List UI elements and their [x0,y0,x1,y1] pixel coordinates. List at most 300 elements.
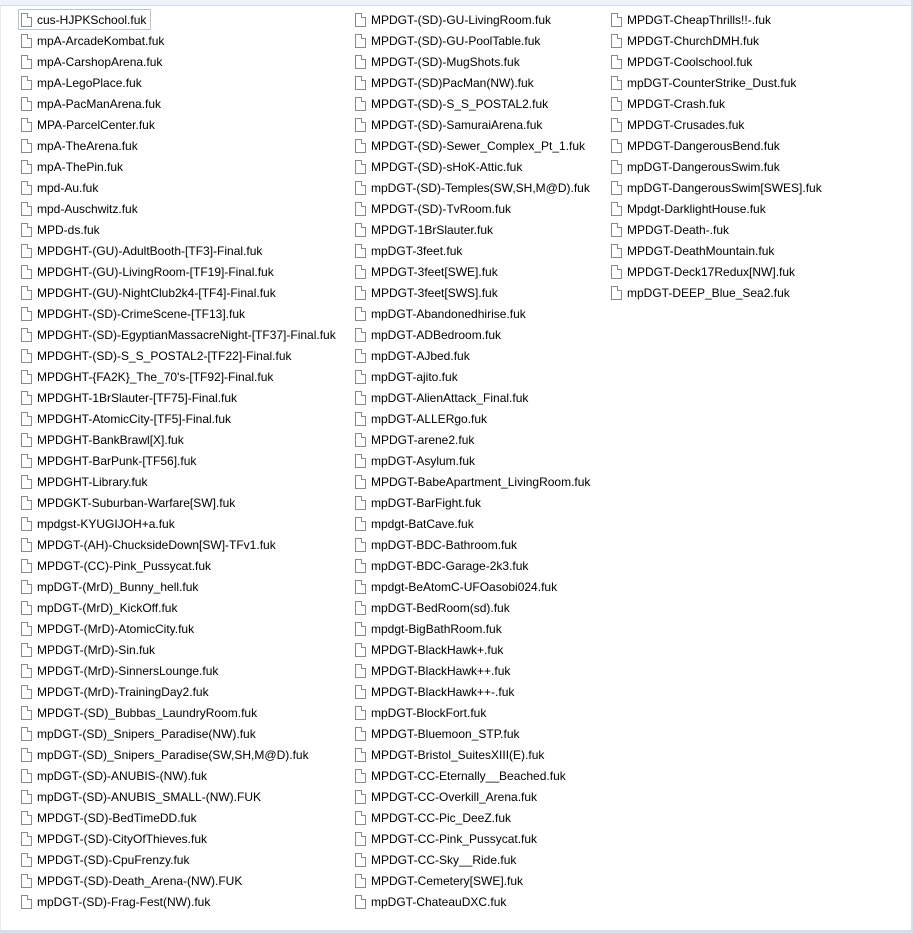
file-icon [355,769,366,783]
file-item[interactable] [352,513,595,534]
file-item[interactable] [352,30,595,51]
file-item[interactable] [352,786,595,807]
file-icon [21,181,32,195]
file-item[interactable] [608,93,827,114]
file-icon [21,685,32,699]
file-icon [21,601,32,615]
file-name: mpDGT-(SD)-ANUBIS_SMALL-(NW).FUK [37,789,262,804]
file-name: MPDGT-(SD)-sHoK-Attic.fuk [371,159,523,174]
file-icon [611,244,622,258]
file-icon [355,454,366,468]
file-item[interactable] [352,240,595,261]
file-name: MPDGT-Deck17Redux[NW].fuk [627,264,796,279]
file-name: MPDGT-arene2.fuk [371,432,475,447]
file-item[interactable] [352,891,595,912]
file-icon [355,181,366,195]
file-item[interactable] [352,303,595,324]
file-item[interactable] [608,114,827,135]
file-name: mpdgt-BeAtomC-UFOasobi024.fuk [371,579,558,594]
file-name: MPDGT-(SD)-SamuraiArena.fuk [371,117,543,132]
file-icon [21,538,32,552]
file-icon [21,517,32,531]
file-icon [355,895,366,909]
file-name: MPDGT-(SD)-GU-PoolTable.fuk [371,33,541,48]
file-name: mpDGT-ALLERgo.fuk [371,411,488,426]
file-item[interactable] [608,219,827,240]
file-name: mpDGT-ChateauDXC.fuk [371,894,507,909]
file-item[interactable] [352,744,595,765]
file-name: MPDGT-(SD)-Sewer_Complex_Pt_1.fuk [371,138,586,153]
file-icon [355,496,366,510]
file-name: mpDGT-(MrD)_Bunny_hell.fuk [37,579,199,594]
file-item[interactable] [352,450,595,471]
file-item[interactable] [352,345,595,366]
file-name: mpDGT-CounterStrike_Dust.fuk [627,75,797,90]
file-name: mpDGT-AlienAttack_Final.fuk [371,390,529,405]
file-item[interactable] [352,870,595,891]
file-name: mpdgst-KYUGIJOH+a.fuk [37,516,175,531]
file-column-1 [18,9,341,912]
file-icon [355,517,366,531]
file-item[interactable] [18,765,341,786]
file-item[interactable] [18,282,341,303]
file-icon [611,202,622,216]
file-icon [611,13,622,27]
file-name: MPDGHT-(SD)-EgyptianMassacreNight-[TF37]-Final.fuk [37,327,336,342]
file-name: mpDGT-DangerousSwim[SWES].fuk [627,180,822,195]
file-name: MPDGT-CC-Eternally__Beached.fuk [371,768,566,783]
file-icon [355,202,366,216]
file-item[interactable] [18,114,341,135]
file-icon [21,559,32,573]
file-name: MPDGT-(SD)-CpuFrenzy.fuk [37,852,190,867]
file-name: MPDGHT-(GU)-AdultBooth-[TF3]-Final.fuk [37,243,263,258]
file-icon [355,13,366,27]
file-item[interactable] [352,9,595,30]
file-icon [355,748,366,762]
file-item[interactable] [18,156,341,177]
file-item[interactable] [18,513,341,534]
file-item[interactable] [352,72,595,93]
file-item[interactable] [352,324,595,345]
file-name: MPDGT-BlackHawk++.fuk [371,663,511,678]
file-name: mpdgt-BatCave.fuk [371,516,474,531]
file-icon [21,874,32,888]
file-name: MPDGHT-1BrSlauter-[TF75]-Final.fuk [37,390,238,405]
file-item[interactable] [352,681,595,702]
file-icon [611,286,622,300]
file-name: MPDGT-CheapThrills!!-.fuk [627,12,772,27]
file-icon [355,223,366,237]
file-item[interactable] [352,576,595,597]
file-item[interactable] [352,807,595,828]
file-name: MPDGHT-AtomicCity-[TF5]-Final.fuk [37,411,232,426]
file-name: MPDGT-DeathMountain.fuk [627,243,775,258]
file-name: mpDGT-BedRoom(sd).fuk [371,600,510,615]
file-item[interactable] [352,366,595,387]
file-name: MPDGT-1BrSlauter.fuk [371,222,494,237]
file-name: MPDGT-CC-Pink_Pussycat.fuk [371,831,538,846]
file-icon [611,160,622,174]
file-icon [355,55,366,69]
file-item[interactable] [18,303,341,324]
file-item[interactable] [18,555,341,576]
file-icon [355,34,366,48]
file-item[interactable] [18,135,341,156]
file-name: MPDGT-(MrD)-SinnersLounge.fuk [37,663,219,678]
file-item[interactable] [18,744,341,765]
file-item[interactable] [18,807,341,828]
file-icon [355,286,366,300]
file-name: mpDGT-BDC-Bathroom.fuk [371,537,518,552]
file-name: MPDGHT-Library.fuk [37,474,148,489]
file-column-2 [352,9,595,912]
file-item[interactable] [18,261,341,282]
file-icon [21,811,32,825]
file-name: MPDGHT-(GU)-NightClub2k4-[TF4]-Final.fuk [37,285,276,300]
file-icon [355,118,366,132]
file-icon [21,391,32,405]
file-item[interactable] [18,30,341,51]
file-name: MPDGT-CC-Pic_DeeZ.fuk [371,810,512,825]
file-name: mpDGT-BlockFort.fuk [371,705,487,720]
file-item[interactable] [18,891,341,912]
file-item[interactable] [18,51,341,72]
file-icon [21,286,32,300]
file-name: MPDGT-(CC)-Pink_Pussycat.fuk [37,558,212,573]
file-name: MPDGT-(MrD)-Sin.fuk [37,642,155,657]
file-name: MPDGKT-Suburban-Warfare[SW].fuk [37,495,236,510]
file-item[interactable] [608,51,827,72]
file-item[interactable] [18,345,341,366]
file-name: MPDGT-(MrD)-TrainingDay2.fuk [37,684,209,699]
file-name: MPDGT-(SD)-GU-LivingRoom.fuk [371,12,552,27]
file-icon [21,307,32,321]
file-icon [355,160,366,174]
file-item[interactable] [352,828,595,849]
file-icon [355,139,366,153]
file-name: mpDGT-ADBedroom.fuk [371,327,502,342]
file-item[interactable] [18,387,341,408]
file-item[interactable] [352,471,595,492]
file-icon [21,496,32,510]
file-name: MPDGT-(MrD)-AtomicCity.fuk [37,621,195,636]
file-name: MPDGT-BabeApartment_LivingRoom.fuk [371,474,591,489]
file-item[interactable] [352,555,595,576]
file-name: MPDGT-Cemetery[SWE].fuk [371,873,524,888]
file-item[interactable] [18,408,341,429]
file-item[interactable] [352,429,595,450]
file-name: MPDGT-(SD)PacMan(NW).fuk [371,75,534,90]
file-icon [355,244,366,258]
file-icon [355,76,366,90]
file-item[interactable] [18,72,341,93]
file-item[interactable] [608,240,827,261]
file-name: mpd-Au.fuk [37,180,99,195]
file-item[interactable] [18,492,341,513]
file-icon [355,559,366,573]
file-icon [21,97,32,111]
file-name: MPDGT-(SD)-MugShots.fuk [371,54,520,69]
file-icon [355,874,366,888]
file-icon [355,349,366,363]
file-name: MPDGT-Bluemoon_STP.fuk [371,726,520,741]
file-icon [21,139,32,153]
file-item[interactable] [18,870,341,891]
file-name: MPDGT-(SD)-BedTimeDD.fuk [37,810,197,825]
file-name: mpDGT-DEEP_Blue_Sea2.fuk [627,285,790,300]
file-item[interactable] [18,702,341,723]
file-icon [21,223,32,237]
file-name: mpDGT-DangerousSwim.fuk [627,159,780,174]
file-name: MPDGT-Crash.fuk [627,96,726,111]
file-item[interactable] [352,282,595,303]
file-name: mpA-ThePin.fuk [37,159,124,174]
file-icon [21,475,32,489]
file-item[interactable] [352,534,595,555]
file-icon [355,685,366,699]
file-item[interactable] [18,786,341,807]
file-item[interactable] [18,324,341,345]
file-icon [21,895,32,909]
file-icon [355,370,366,384]
file-name: mpDGT-BarFight.fuk [371,495,482,510]
file-name: MPDGT-CC-Overkill_Arena.fuk [371,789,538,804]
file-name: MPDGT-Death-.fuk [627,222,730,237]
file-item[interactable] [352,177,595,198]
file-name: MPDGT-BlackHawk++-.fuk [371,684,515,699]
file-icon [21,769,32,783]
file-item[interactable] [18,240,341,261]
file-icon [611,76,622,90]
file-name: MPDGT-(SD)-CityOfThieves.fuk [37,831,208,846]
file-name: MPDGHT-BankBrawl[X].fuk [37,432,184,447]
file-icon [21,832,32,846]
file-icon [611,139,622,153]
file-name: MPDGT-3feet[SWE].fuk [371,264,498,279]
file-icon [355,622,366,636]
file-item[interactable] [18,723,341,744]
file-item[interactable] [352,93,595,114]
file-item[interactable] [608,282,827,303]
file-item[interactable] [352,492,595,513]
file-icon [355,328,366,342]
file-icon [355,391,366,405]
file-icon [21,580,32,594]
file-column-3 [608,9,827,303]
file-name: mpDGT-(MrD)_KickOff.fuk [37,600,178,615]
file-item[interactable] [18,828,341,849]
file-name: MPDGT-BlackHawk+.fuk [371,642,504,657]
file-icon [21,643,32,657]
file-icon [21,370,32,384]
file-name: mpDGT-(SD)_Snipers_Paradise(NW).fuk [37,726,256,741]
file-icon [21,748,32,762]
file-icon [355,601,366,615]
file-icon [611,118,622,132]
file-name: MPDGT-CC-Sky__Ride.fuk [371,852,517,867]
file-name: MPDGT-(SD)-Death_Arena-(NW).FUK [37,873,243,888]
file-item[interactable] [18,660,341,681]
file-icon [355,706,366,720]
file-name: mpDGT-BDC-Garage-2k3.fuk [371,558,529,573]
file-item[interactable] [18,681,341,702]
file-item[interactable] [352,261,595,282]
file-icon [355,307,366,321]
file-icon [611,34,622,48]
file-icon [21,13,32,27]
file-icon [355,97,366,111]
file-name: MPDGHT-{FA2K}_The_70's-[TF92]-Final.fuk [37,369,274,384]
file-icon [355,727,366,741]
file-item[interactable] [18,219,341,240]
file-item[interactable] [352,849,595,870]
file-name: MPDGT-Crusades.fuk [627,117,745,132]
file-item[interactable] [18,597,341,618]
file-name: mpA-CarshopArena.fuk [37,54,163,69]
file-item[interactable] [352,408,595,429]
file-item[interactable] [18,639,341,660]
file-name: mpA-PacManArena.fuk [37,96,162,111]
file-item[interactable] [608,30,827,51]
file-name: MPDGT-Bristol_SuitesXIII(E).fuk [371,747,545,762]
file-name: mpdgt-BigBathRoom.fuk [371,621,502,636]
file-item[interactable] [18,471,341,492]
file-item[interactable] [608,135,827,156]
file-icon [355,265,366,279]
file-name: mpDGT-(SD)-Frag-Fest(NW).fuk [37,894,211,909]
file-item[interactable] [608,198,827,219]
file-icon [21,328,32,342]
file-item[interactable] [18,849,341,870]
file-icon [355,538,366,552]
file-name: MPDGT-Coolschool.fuk [627,54,753,69]
file-item[interactable] [352,765,595,786]
file-item[interactable] [352,660,595,681]
file-icon [355,853,366,867]
file-icon [355,475,366,489]
file-item[interactable] [18,429,341,450]
file-item[interactable] [18,618,341,639]
file-icon [21,76,32,90]
file-icon [355,811,366,825]
file-item[interactable] [352,114,595,135]
file-name: mpDGT-(SD)-ANUBIS-(NW).fuk [37,768,207,783]
file-name: MPDGHT-BarPunk-[TF56].fuk [37,453,197,468]
file-icon [21,727,32,741]
file-icon [611,97,622,111]
file-item[interactable] [18,198,341,219]
file-item[interactable] [18,93,341,114]
file-icon [21,664,32,678]
file-item[interactable] [18,366,341,387]
file-icon [355,832,366,846]
file-item[interactable] [608,72,827,93]
file-icon [21,265,32,279]
file-item[interactable] [18,177,341,198]
file-name: Mpdgt-DarklightHouse.fuk [627,201,766,216]
file-name: MPDGT-(AH)-ChucksideDown[SW]-TFv1.fuk [37,537,276,552]
file-item[interactable] [352,198,595,219]
file-item[interactable] [608,9,827,30]
file-icon [611,223,622,237]
file-icon [21,349,32,363]
file-name: mpDGT-ajito.fuk [371,369,458,384]
file-item[interactable] [352,156,595,177]
file-icon [355,790,366,804]
file-icon [21,202,32,216]
file-icon [21,853,32,867]
file-name: mpA-TheArena.fuk [37,138,138,153]
file-item[interactable] [352,639,595,660]
file-icon [611,181,622,195]
file-item[interactable] [18,450,341,471]
file-icon [355,580,366,594]
file-name: MPD-ds.fuk [37,222,100,237]
file-item[interactable] [608,261,827,282]
file-icon [21,244,32,258]
file-item[interactable] [352,219,595,240]
file-item[interactable] [352,387,595,408]
file-icon [611,265,622,279]
file-name: MPDGT-(SD)-S_S_POSTAL2.fuk [371,96,549,111]
file-name: mpDGT-Asylum.fuk [371,453,476,468]
file-name: mpDGT-(SD)_Snipers_Paradise(SW,SH,M@D).fuk [37,747,309,762]
file-name: MPDGT-(SD)_Bubbas_LaundryRoom.fuk [37,705,258,720]
file-icon [21,118,32,132]
file-item[interactable] [352,702,595,723]
file-icon [355,664,366,678]
file-item[interactable] [18,576,341,597]
file-name: mpDGT-(SD)-Temples(SW,SH,M@D).fuk [371,180,590,195]
file-icon [21,790,32,804]
file-item[interactable] [18,534,341,555]
file-icon [21,433,32,447]
file-icon [21,412,32,426]
file-name: MPDGHT-(SD)-S_S_POSTAL2-[TF22]-Final.fuk [37,348,292,363]
file-icon [355,412,366,426]
file-name: mpDGT-3feet.fuk [371,243,463,258]
file-icon [355,643,366,657]
file-name: cus-HJPKSchool.fuk [37,12,147,27]
file-icon [21,160,32,174]
file-icon [611,55,622,69]
file-name: MPDGHT-(GU)-LivingRoom-[TF19]-Final.fuk [37,264,274,279]
file-name: MPDGT-DangerousBend.fuk [627,138,780,153]
file-item[interactable] [352,597,595,618]
file-name: MPDGT-3feet[SWS].fuk [371,285,498,300]
file-item[interactable] [352,618,595,639]
file-item[interactable] [352,51,595,72]
file-name: mpA-ArcadeKombat.fuk [37,33,165,48]
file-name: MPDGT-ChurchDMH.fuk [627,33,760,48]
file-icon [21,622,32,636]
file-name: mpA-LegoPlace.fuk [37,75,142,90]
file-item[interactable] [18,9,151,30]
file-name: mpDGT-Abandonedhirise.fuk [371,306,526,321]
file-item[interactable] [352,723,595,744]
file-name: MPA-ParcelCenter.fuk [37,117,155,132]
file-item[interactable] [608,177,827,198]
file-icon [21,55,32,69]
file-icon [21,706,32,720]
file-item[interactable] [352,135,595,156]
file-icon [21,34,32,48]
file-name: MPDGT-(SD)-TvRoom.fuk [371,201,512,216]
file-icon [21,454,32,468]
file-icon [355,433,366,447]
file-item[interactable] [608,156,827,177]
